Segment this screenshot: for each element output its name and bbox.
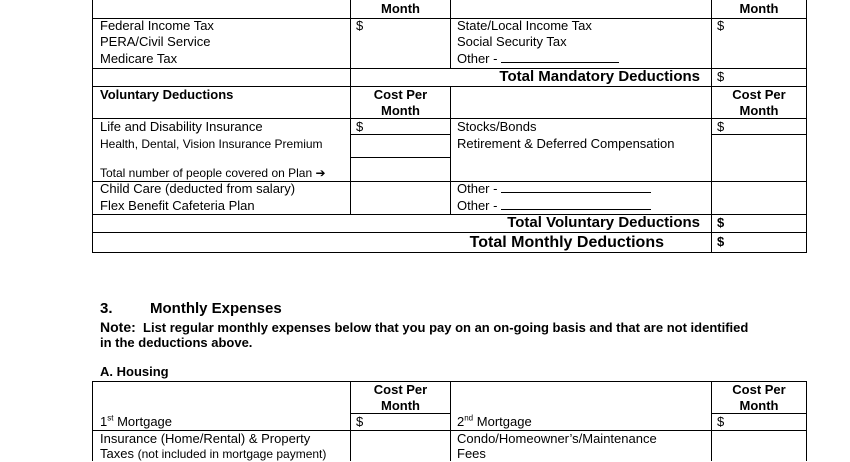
first-mortgage-text: Mortgage [117,414,173,429]
voluntary-cost-header-left: Cost Per Month [373,87,428,118]
total-voluntary-dollar: $ [717,215,725,230]
retirement-label: Retirement & Deferred Compensation [457,136,675,151]
note-line-1 [100,319,748,336]
pera-civil-service-label: PERA/Civil Service [100,34,211,49]
table-rule [450,0,451,69]
people-covered-text: Total number of people covered on Plan [100,166,313,180]
insurance-taxes-text: Taxes [100,446,134,461]
housing-label: A. Housing [100,364,169,379]
stocks-bonds-label: Stocks/Bonds [457,119,537,134]
other-mandatory-label [457,51,619,67]
people-covered-label [100,165,326,181]
other-voluntary-1 [457,181,651,197]
right-arrow-icon: ➔ [315,166,326,180]
medicare-tax-label: Medicare Tax [100,51,178,66]
table-rule [806,0,807,86]
first-mortgage-dollar: $ [356,414,364,429]
first-mortgage-num: 1 [100,414,108,429]
second-mortgage-num: 2 [457,414,465,429]
housing-cost-header-left: Cost Per Month [373,382,428,413]
other-voluntary-1-text: Other - [457,181,498,196]
voluntary-deductions-title: Voluntary Deductions [100,87,234,102]
other-voluntary-2-blank[interactable] [501,198,651,210]
child-care-label: Child Care (deducted from salary) [100,181,296,196]
first-mortgage-label [100,414,172,430]
note-text: List regular monthly expenses below that you pay on an on-going basis and that are not identified [143,320,749,335]
stocks-bonds-dollar: $ [717,119,725,134]
insurance-line-1: Insurance (Home/Rental) & Property [100,431,311,446]
life-disability-dollar: $ [356,119,364,134]
section-number: 3. [100,300,113,317]
total-monthly-label: Total Monthly Deductions [469,234,664,251]
table-rule [350,157,451,158]
table-rule [350,134,451,135]
other-mandatory-blank[interactable] [501,51,619,63]
table-rule [450,381,451,461]
insurance-note: (not included in mortgage payment) [137,447,327,461]
second-mortgage-dollar: $ [717,414,725,429]
first-mortgage-sup: st [107,413,114,423]
federal-income-tax-dollar: $ [356,18,364,33]
second-mortgage-text: Mortgage [476,414,532,429]
federal-income-tax-label: Federal Income Tax [100,18,214,33]
table-rule [92,252,807,253]
insurance-line-2 [100,446,326,462]
flex-benefit-label: Flex Benefit Cafeteria Plan [100,198,255,213]
condo-line-1: Condo/Homeowner’s/Maintenance [457,431,657,446]
other-voluntary-1-blank[interactable] [501,181,651,193]
life-disability-label: Life and Disability Insurance [100,119,263,134]
table-rule [450,86,451,215]
total-mandatory-dollar: $ [717,69,725,84]
social-security-tax-label: Social Security Tax [457,34,567,49]
column-header-month-right: Month [739,1,779,16]
state-local-income-tax-dollar: $ [717,18,725,33]
other-voluntary-2 [457,198,651,214]
health-insurance-label: Health, Dental, Vision Insurance Premium [100,137,323,151]
table-rule [92,381,93,461]
table-rule [92,0,93,86]
section-title: Monthly Expenses [150,300,282,317]
table-rule [711,134,807,135]
voluntary-cost-header-right: Cost Per Month [732,87,786,118]
total-monthly-dollar: $ [717,234,725,249]
table-rule [92,86,93,253]
condo-line-2: Fees [457,446,486,461]
other-voluntary-2-text: Other - [457,198,498,213]
second-mortgage-sup: nd [464,413,474,423]
housing-cost-header-right: Cost Per Month [732,382,786,413]
column-header-month-left: Month [381,1,420,16]
state-local-income-tax-label: State/Local Income Tax [457,18,592,33]
table-rule [806,86,807,253]
note-label: Note: [100,319,136,335]
table-rule [806,381,807,461]
note-line-2: in the deductions above. [100,335,253,350]
second-mortgage-label [457,414,532,430]
total-mandatory-label: Total Mandatory Deductions [499,68,700,85]
total-voluntary-label: Total Voluntary Deductions [507,214,700,231]
other-mandatory-text: Other - [457,51,498,66]
